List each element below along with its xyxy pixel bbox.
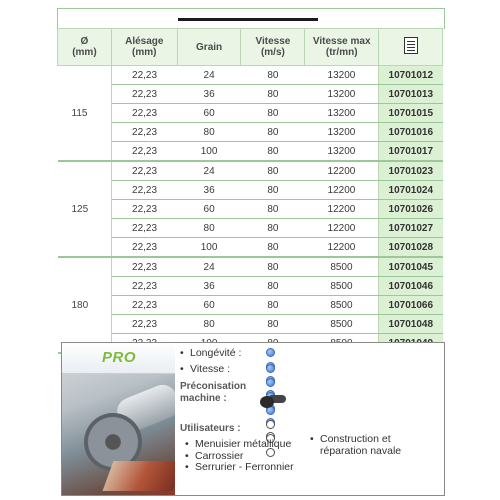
cell-max-speed: 12200 [305, 161, 379, 181]
col-header-max-speed: Vitesse max (tr/mn) [305, 29, 379, 66]
cell-grain: 36 [177, 85, 241, 104]
cell-speed: 80 [241, 123, 305, 142]
cell-reference: 10701024 [379, 181, 443, 200]
product-spec-table [57, 28, 443, 354]
list-item: • Serrurier - Ferronnier [185, 462, 310, 474]
list-item: • Carrossier [185, 451, 310, 463]
workpiece [103, 461, 175, 491]
cell-speed: 80 [241, 161, 305, 181]
table-top-bar [57, 8, 445, 29]
cell-bore: 22,23 [111, 85, 177, 104]
col-header-reference [379, 29, 443, 66]
product-photo [62, 343, 175, 495]
cell-reference: 10701017 [379, 142, 443, 162]
cell-bore: 22,23 [111, 142, 177, 162]
table-header-row [58, 29, 443, 66]
cell-grain: 100 [177, 142, 241, 162]
cell-max-speed: 13200 [305, 142, 379, 162]
cell-grain: 80 [177, 123, 241, 142]
cell-bore: 22,23 [111, 123, 177, 142]
cell-grain: 60 [177, 104, 241, 123]
angle-grinder-icon [260, 391, 286, 409]
cell-max-speed: 12200 [305, 200, 379, 219]
cell-grain: 24 [177, 161, 241, 181]
cell-reference: 10701046 [379, 277, 443, 296]
table-row [58, 238, 443, 258]
cell-speed: 80 [241, 181, 305, 200]
list-item: • Construction et réparation navale [310, 434, 435, 457]
table-row [58, 85, 443, 104]
table-row [58, 277, 443, 296]
cell-grain: 60 [177, 296, 241, 315]
rating-label: Vitesse : [190, 363, 231, 375]
title-rule [178, 18, 318, 21]
table-row [58, 161, 443, 181]
rating-dot-filled [266, 364, 275, 373]
table-row [58, 257, 443, 277]
table-row [58, 142, 443, 162]
table-row [58, 219, 443, 238]
cell-speed: 80 [241, 315, 305, 334]
users-list-left [185, 439, 310, 474]
pro-badge: PRO [102, 349, 137, 366]
cell-max-speed: 8500 [305, 296, 379, 315]
cell-speed: 80 [241, 200, 305, 219]
cell-reference: 10701016 [379, 123, 443, 142]
cell-reference: 10701048 [379, 315, 443, 334]
cell-max-speed: 12200 [305, 238, 379, 258]
table-row [58, 66, 443, 85]
rating-speed: • Vitesse : [180, 362, 268, 376]
cell-grain: 80 [177, 315, 241, 334]
cell-reference: 10701045 [379, 257, 443, 277]
list-item: • Menuisier métallique [185, 439, 310, 451]
cell-max-speed: 12200 [305, 181, 379, 200]
col-header-diameter: Ø (mm) [58, 29, 112, 66]
cell-speed: 80 [241, 277, 305, 296]
cell-max-speed: 8500 [305, 277, 379, 296]
table-row [58, 315, 443, 334]
cell-bore: 22,23 [111, 277, 177, 296]
document-icon [404, 37, 418, 54]
rating-label: Longévité : [190, 347, 242, 359]
pro-badge-box [62, 343, 175, 374]
cell-reference: 10701028 [379, 238, 443, 258]
cell-diameter: 125 [58, 161, 112, 257]
cell-speed: 80 [241, 104, 305, 123]
cell-max-speed: 8500 [305, 315, 379, 334]
cell-speed: 80 [241, 238, 305, 258]
cell-reference: 10701012 [379, 66, 443, 85]
cell-max-speed: 8500 [305, 257, 379, 277]
cell-speed: 80 [241, 219, 305, 238]
cell-bore: 22,23 [111, 200, 177, 219]
rating-dot-filled [266, 348, 275, 357]
rating-longevity: • Longévité : [180, 346, 268, 360]
cell-bore: 22,23 [111, 296, 177, 315]
table-row [58, 181, 443, 200]
cell-reference: 10701023 [379, 161, 443, 181]
table-row [58, 296, 443, 315]
cell-reference: 10701015 [379, 104, 443, 123]
cell-bore: 22,23 [111, 66, 177, 85]
users-section-title: Utilisateurs : [180, 423, 241, 434]
cell-grain: 24 [177, 257, 241, 277]
cell-speed: 80 [241, 142, 305, 162]
product-info-panel [61, 342, 445, 496]
cell-grain: 36 [177, 277, 241, 296]
cell-max-speed: 13200 [305, 104, 379, 123]
cell-bore: 22,23 [111, 219, 177, 238]
cell-grain: 100 [177, 238, 241, 258]
table-row [58, 104, 443, 123]
cell-reference: 10701013 [379, 85, 443, 104]
cell-grain: 60 [177, 200, 241, 219]
cell-bore: 22,23 [111, 181, 177, 200]
cell-max-speed: 13200 [305, 66, 379, 85]
cell-grain: 80 [177, 219, 241, 238]
cell-speed: 80 [241, 85, 305, 104]
cell-speed: 80 [241, 257, 305, 277]
cell-max-speed: 12200 [305, 219, 379, 238]
cell-reference: 10701027 [379, 219, 443, 238]
col-header-bore: Alésage (mm) [111, 29, 177, 66]
users-list-right [310, 434, 435, 457]
cell-max-speed: 13200 [305, 123, 379, 142]
cell-bore: 22,23 [111, 257, 177, 277]
machine-section-title: Préconisation machine : [180, 381, 247, 404]
cell-reference: 10701026 [379, 200, 443, 219]
cell-grain: 24 [177, 66, 241, 85]
cell-diameter: 180 [58, 257, 112, 353]
cell-bore: 22,23 [111, 238, 177, 258]
cell-bore: 22,23 [111, 315, 177, 334]
cell-bore: 22,23 [111, 161, 177, 181]
cell-speed: 80 [241, 66, 305, 85]
cell-grain: 36 [177, 181, 241, 200]
cell-speed: 80 [241, 296, 305, 315]
table-row [58, 200, 443, 219]
col-header-speed: Vitesse (m/s) [241, 29, 305, 66]
col-header-grain: Grain [177, 29, 241, 66]
cell-reference: 10701066 [379, 296, 443, 315]
rating-dot-filled [266, 378, 275, 387]
rating-dot-empty [266, 420, 275, 429]
table-row [58, 123, 443, 142]
cell-diameter: 115 [58, 66, 112, 162]
cell-max-speed: 13200 [305, 85, 379, 104]
cell-bore: 22,23 [111, 104, 177, 123]
